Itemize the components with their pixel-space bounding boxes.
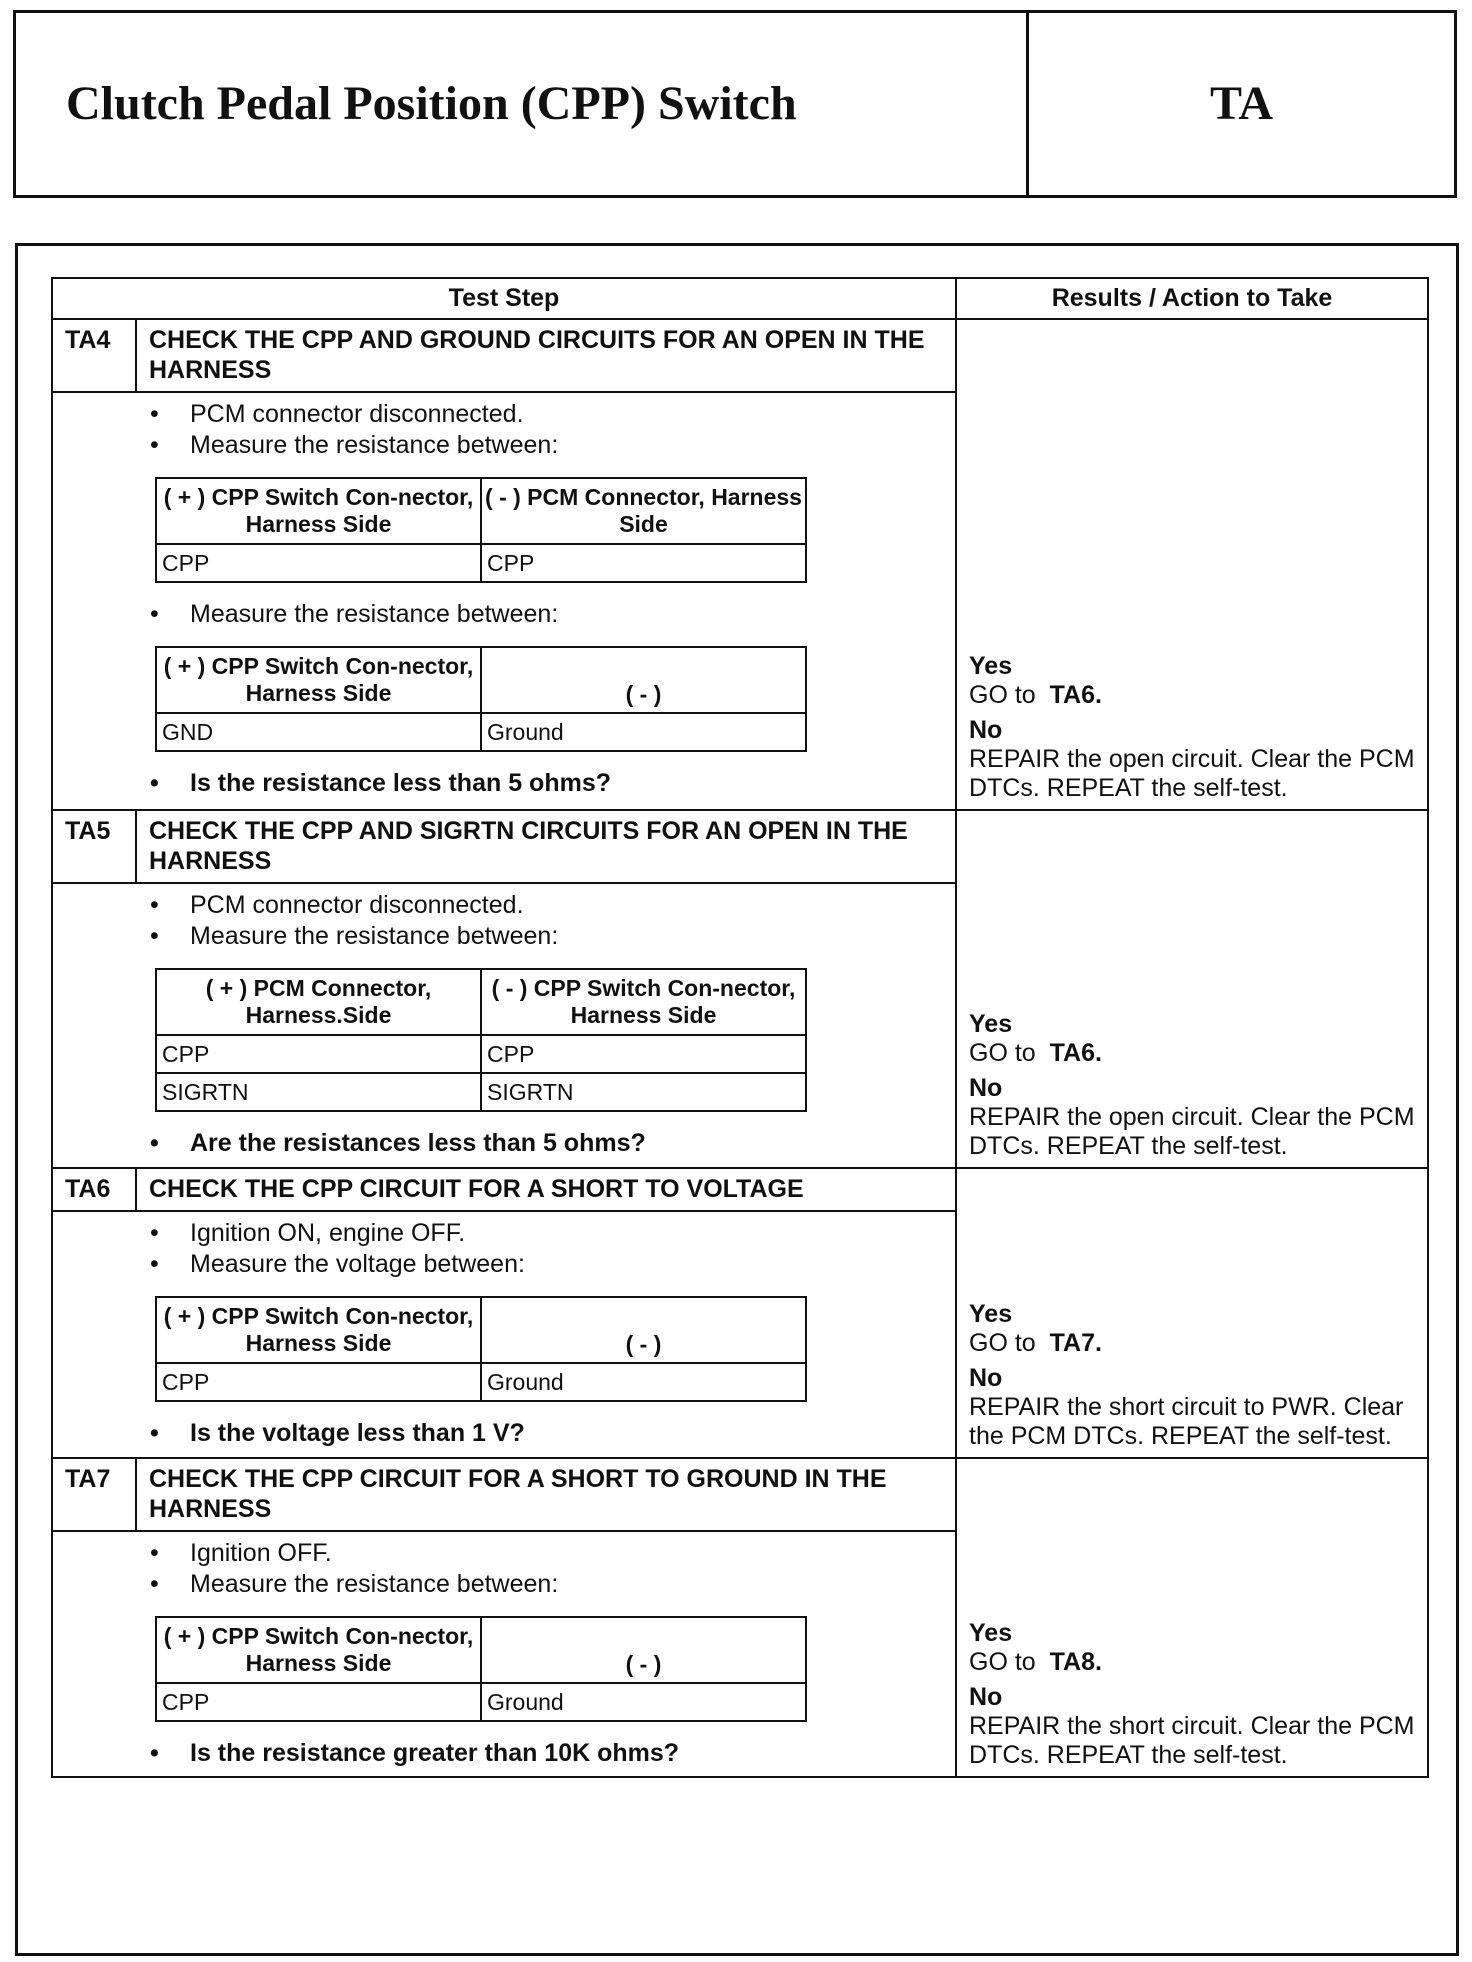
measurement-cell: GND <box>156 713 481 751</box>
measurement-header-cell: ( - ) PCM Connector, Harness Side <box>481 478 806 544</box>
measurement-header-cell: ( + ) CPP Switch Con-nector, Harness Side <box>156 478 481 544</box>
bullet-icon: • <box>150 400 159 428</box>
yes-action <box>969 681 1417 710</box>
measurement-header-cell: ( + ) CPP Switch Con-nector, Harness Side <box>156 647 481 713</box>
step-question <box>53 1738 955 1769</box>
step-title: CHECK THE CPP CIRCUIT FOR A SHORT TO GROUND IN THE HARNESS <box>149 1465 887 1523</box>
yes-label: Yes <box>969 652 1013 680</box>
bullet-text: PCM connector disconnected. <box>190 891 524 919</box>
bullet-icon: • <box>150 1250 159 1278</box>
no-label: No <box>969 1683 1003 1711</box>
measurement-table-header <box>156 1297 806 1363</box>
measurement-table <box>155 1296 807 1402</box>
results-cell <box>957 1169 1427 1457</box>
test-step-cell <box>53 1459 957 1776</box>
header-results: Results / Action to Take <box>1051 284 1333 312</box>
measurement-row <box>156 1035 806 1073</box>
bullet-icon: • <box>150 1419 159 1447</box>
measurement-cell: Ground <box>481 1363 806 1401</box>
step-title-row <box>53 320 955 393</box>
step-bullet <box>53 1218 955 1249</box>
bullet-icon: • <box>150 1739 159 1767</box>
step-id: TA6 <box>53 1169 137 1210</box>
bullet-text: Ignition OFF. <box>190 1539 332 1567</box>
measurement-header-cell: ( + ) PCM Connector, Harness.Side <box>156 969 481 1035</box>
step-title-row <box>53 1459 955 1532</box>
bullet-text: Measure the resistance between: <box>190 431 559 459</box>
bullet-icon: • <box>150 1129 159 1157</box>
bullet-text: PCM connector disconnected. <box>190 400 524 428</box>
measurement-table-header <box>156 478 806 544</box>
measurement-row <box>156 1683 806 1721</box>
test-step-row <box>53 811 1427 1169</box>
measurement-header-cell: ( - ) <box>481 1617 806 1683</box>
results-cell <box>957 1459 1427 1776</box>
step-bullet <box>53 399 955 430</box>
bullet-icon: • <box>150 600 159 628</box>
question-text: Are the resistances less than 5 ohms? <box>190 1129 646 1157</box>
measurement-table-header <box>156 647 806 713</box>
step-title: CHECK THE CPP CIRCUIT FOR A SHORT TO VOLTAGE <box>149 1175 804 1203</box>
step-question <box>53 1418 955 1449</box>
measurement-header-cell: ( - ) <box>481 1297 806 1363</box>
section-code: TA <box>1209 77 1274 130</box>
header-test-step: Test Step <box>53 279 957 318</box>
question-text: Is the resistance less than 5 ohms? <box>190 769 611 797</box>
goto-step-link: TA7. <box>1049 1329 1102 1357</box>
bullet-icon: • <box>150 1539 159 1567</box>
step-id: TA5 <box>53 811 137 882</box>
measurement-cell: CPP <box>156 1683 481 1721</box>
yes-action <box>969 1648 1417 1677</box>
measurement-cell: SIGRTN <box>156 1073 481 1111</box>
measurement-row <box>156 1363 806 1401</box>
step-question <box>53 768 955 799</box>
goto-step-link: TA8. <box>1049 1648 1102 1676</box>
measurement-table <box>155 1616 807 1722</box>
bullet-icon: • <box>150 922 159 950</box>
measurement-row <box>156 713 806 751</box>
test-step-row <box>53 1459 1427 1776</box>
no-label: No <box>969 1074 1003 1102</box>
yes-text: GO to <box>969 1648 1036 1676</box>
bullet-icon: • <box>150 1570 159 1598</box>
yes-action <box>969 1329 1417 1358</box>
measurement-header-cell: ( - ) CPP Switch Con-nector, Harness Side <box>481 969 806 1035</box>
goto-step-link: TA6. <box>1049 1039 1102 1067</box>
step-bullet <box>53 1538 955 1569</box>
page-title: Clutch Pedal Position (CPP) Switch <box>66 77 797 130</box>
measurement-table-header <box>156 1617 806 1683</box>
test-step-table <box>51 277 1429 1778</box>
test-step-row <box>53 320 1427 811</box>
step-id: TA4 <box>53 320 137 391</box>
measurement-table <box>155 646 807 752</box>
test-step-cell <box>53 811 957 1167</box>
step-id: TA7 <box>53 1459 137 1530</box>
no-text: REPAIR the short circuit. Clear the PCM DTCs. REPEAT the self-test. <box>969 1712 1415 1769</box>
bullet-text: Ignition ON, engine OFF. <box>190 1219 466 1247</box>
measurement-cell: Ground <box>481 1683 806 1721</box>
step-body <box>53 1532 955 1773</box>
measurement-header-cell: ( + ) CPP Switch Con-nector, Harness Side <box>156 1297 481 1363</box>
no-text: REPAIR the short circuit to PWR. Clear the PCM DTCs. REPEAT the self-test. <box>969 1393 1404 1450</box>
step-bullet <box>53 599 955 630</box>
bullet-text: Measure the resistance between: <box>190 1570 559 1598</box>
yes-text: GO to <box>969 1329 1036 1357</box>
measurement-row <box>156 544 806 582</box>
step-body <box>53 884 955 1163</box>
question-text: Is the resistance greater than 10K ohms? <box>190 1739 680 1767</box>
step-bullet <box>53 1249 955 1280</box>
step-bullet <box>53 430 955 461</box>
bullet-icon: • <box>150 431 159 459</box>
measurement-table <box>155 477 807 583</box>
step-bullet <box>53 890 955 921</box>
measurement-cell: CPP <box>481 544 806 582</box>
test-step-cell <box>53 1169 957 1457</box>
measurement-cell: SIGRTN <box>481 1073 806 1111</box>
results-cell <box>957 811 1427 1167</box>
results-cell <box>957 320 1427 809</box>
yes-text: GO to <box>969 681 1036 709</box>
measurement-cell: CPP <box>156 1035 481 1073</box>
step-title-row <box>53 811 955 884</box>
yes-label: Yes <box>969 1300 1013 1328</box>
step-title-row <box>53 1169 955 1212</box>
measurement-cell: CPP <box>156 544 481 582</box>
goto-step-link: TA6. <box>1049 681 1102 709</box>
measurement-cell: CPP <box>156 1363 481 1401</box>
bullet-text: Measure the resistance between: <box>190 922 559 950</box>
measurement-cell: CPP <box>481 1035 806 1073</box>
step-body <box>53 393 955 803</box>
measurement-header-cell: ( + ) CPP Switch Con-nector, Harness Side <box>156 1617 481 1683</box>
content-frame <box>15 243 1459 1956</box>
measurement-table <box>155 968 807 1112</box>
measurement-cell: Ground <box>481 713 806 751</box>
yes-label: Yes <box>969 1010 1013 1038</box>
measurement-row <box>156 1073 806 1111</box>
step-title: CHECK THE CPP AND SIGRTN CIRCUITS FOR AN OPEN IN THE HARNESS <box>149 817 908 875</box>
test-step-row <box>53 1169 1427 1459</box>
bullet-icon: • <box>150 1219 159 1247</box>
no-text: REPAIR the open circuit. Clear the PCM DTCs. REPEAT the self-test. <box>969 745 1415 802</box>
step-body <box>53 1212 955 1453</box>
bullet-text: Measure the resistance between: <box>190 600 559 628</box>
measurement-table-header <box>156 969 806 1035</box>
step-title: CHECK THE CPP AND GROUND CIRCUITS FOR AN OPEN IN THE HARNESS <box>149 326 925 384</box>
measurement-header-cell: ( - ) <box>481 647 806 713</box>
bullet-icon: • <box>150 769 159 797</box>
bullet-icon: • <box>150 891 159 919</box>
page-header <box>13 10 1457 198</box>
yes-text: GO to <box>969 1039 1036 1067</box>
table-header <box>53 279 1427 320</box>
question-text: Is the voltage less than 1 V? <box>190 1419 525 1447</box>
yes-action <box>969 1039 1417 1068</box>
no-label: No <box>969 1364 1003 1392</box>
steps <box>53 320 1427 1776</box>
step-question <box>53 1128 955 1159</box>
yes-label: Yes <box>969 1619 1013 1647</box>
no-text: REPAIR the open circuit. Clear the PCM DTCs. REPEAT the self-test. <box>969 1103 1415 1160</box>
no-label: No <box>969 716 1003 744</box>
step-bullet <box>53 1569 955 1600</box>
bullet-text: Measure the voltage between: <box>190 1250 525 1278</box>
step-bullet <box>53 921 955 952</box>
test-step-cell <box>53 320 957 809</box>
